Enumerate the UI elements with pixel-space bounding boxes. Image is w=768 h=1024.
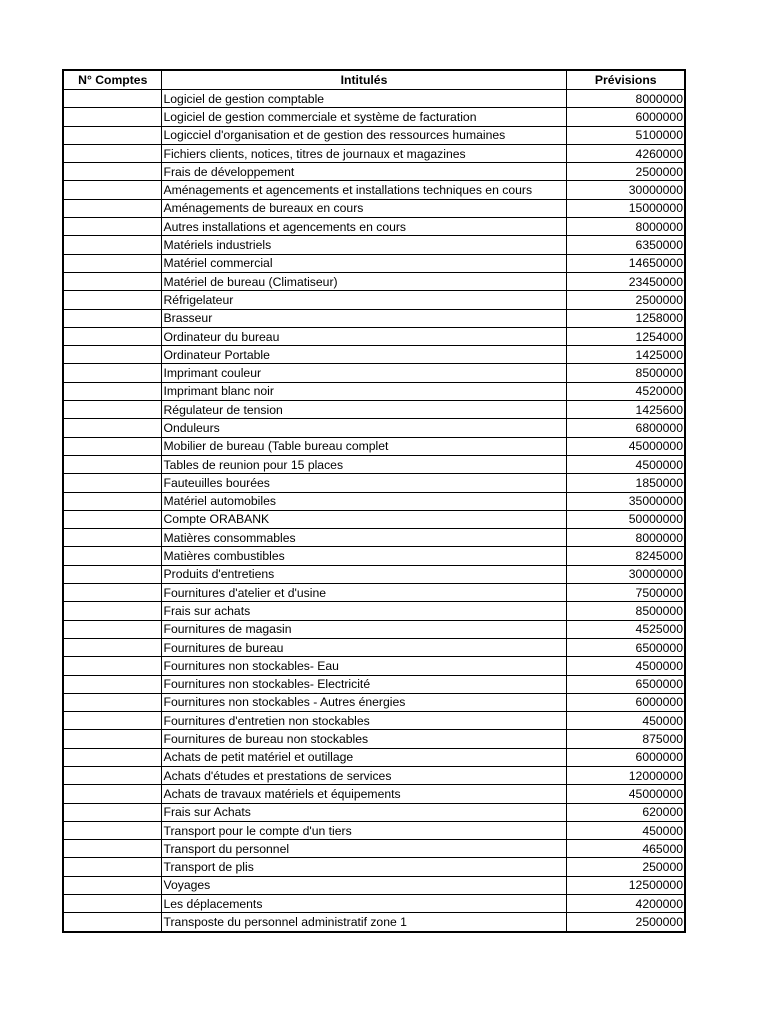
table-row bbox=[63, 382, 685, 400]
table-row bbox=[63, 199, 685, 217]
table-row bbox=[63, 474, 685, 492]
table-row bbox=[63, 309, 685, 327]
header-forecast: Prévisions bbox=[566, 70, 685, 90]
account-number-cell bbox=[63, 382, 161, 400]
forecast-cell: 12500000 bbox=[566, 876, 685, 894]
account-number-cell bbox=[63, 785, 161, 803]
table-row bbox=[63, 693, 685, 711]
forecast-cell: 4520000 bbox=[566, 382, 685, 400]
forecast-cell: 30000000 bbox=[566, 181, 685, 199]
table-row bbox=[63, 364, 685, 382]
label-cell: Réfrigelateur bbox=[161, 291, 566, 309]
table-row bbox=[63, 272, 685, 290]
forecast-cell: 465000 bbox=[566, 840, 685, 858]
account-number-cell bbox=[63, 199, 161, 217]
table-row bbox=[63, 895, 685, 913]
table-row bbox=[63, 675, 685, 693]
table-row bbox=[63, 218, 685, 236]
label-cell: Ordinateur du bureau bbox=[161, 327, 566, 345]
account-number-cell bbox=[63, 455, 161, 473]
table-row bbox=[63, 236, 685, 254]
forecast-table bbox=[62, 69, 686, 933]
forecast-cell: 6350000 bbox=[566, 236, 685, 254]
label-cell: Matériel commercial bbox=[161, 254, 566, 272]
label-cell: Logicciel d'organisation et de gestion des ressources humaines bbox=[161, 126, 566, 144]
table-row bbox=[63, 913, 685, 932]
table-row bbox=[63, 163, 685, 181]
label-cell: Mobilier de bureau (Table bureau complet bbox=[161, 437, 566, 455]
account-number-cell bbox=[63, 565, 161, 583]
table-row bbox=[63, 126, 685, 144]
table-row bbox=[63, 327, 685, 345]
forecast-cell: 6500000 bbox=[566, 638, 685, 656]
account-number-cell bbox=[63, 401, 161, 419]
forecast-cell: 6000000 bbox=[566, 748, 685, 766]
label-cell: Les déplacements bbox=[161, 895, 566, 913]
forecast-cell: 5100000 bbox=[566, 126, 685, 144]
label-cell: Brasseur bbox=[161, 309, 566, 327]
account-number-cell bbox=[63, 510, 161, 528]
forecast-cell: 620000 bbox=[566, 803, 685, 821]
table-row bbox=[63, 291, 685, 309]
table-row bbox=[63, 565, 685, 583]
account-number-cell bbox=[63, 803, 161, 821]
label-cell: Frais de développement bbox=[161, 163, 566, 181]
forecast-cell: 4200000 bbox=[566, 895, 685, 913]
table-row bbox=[63, 730, 685, 748]
label-cell: Matières consommables bbox=[161, 529, 566, 547]
table-row bbox=[63, 803, 685, 821]
label-cell: Fauteuilles bourées bbox=[161, 474, 566, 492]
account-number-cell bbox=[63, 218, 161, 236]
label-cell: Achats de travaux matériels et équipements bbox=[161, 785, 566, 803]
forecast-cell: 1254000 bbox=[566, 327, 685, 345]
account-number-cell bbox=[63, 163, 161, 181]
label-cell: Matières combustibles bbox=[161, 547, 566, 565]
table-row bbox=[63, 254, 685, 272]
forecast-cell: 50000000 bbox=[566, 510, 685, 528]
label-cell: Imprimant blanc noir bbox=[161, 382, 566, 400]
label-cell: Fournitures de magasin bbox=[161, 620, 566, 638]
forecast-cell: 875000 bbox=[566, 730, 685, 748]
forecast-cell: 4260000 bbox=[566, 144, 685, 162]
forecast-cell: 12000000 bbox=[566, 766, 685, 784]
table-row bbox=[63, 584, 685, 602]
table-row bbox=[63, 657, 685, 675]
table-row bbox=[63, 510, 685, 528]
forecast-cell: 450000 bbox=[566, 712, 685, 730]
forecast-cell: 35000000 bbox=[566, 492, 685, 510]
header-label: Intitulés bbox=[161, 70, 566, 90]
table-row bbox=[63, 108, 685, 126]
table-row bbox=[63, 840, 685, 858]
account-number-cell bbox=[63, 693, 161, 711]
forecast-cell: 1850000 bbox=[566, 474, 685, 492]
forecast-cell: 8000000 bbox=[566, 218, 685, 236]
label-cell: Logiciel de gestion commerciale et système de facturation bbox=[161, 108, 566, 126]
label-cell: Fournitures non stockables- Eau bbox=[161, 657, 566, 675]
table-row bbox=[63, 620, 685, 638]
account-number-cell bbox=[63, 858, 161, 876]
account-number-cell bbox=[63, 730, 161, 748]
account-number-cell bbox=[63, 547, 161, 565]
forecast-cell: 6800000 bbox=[566, 419, 685, 437]
forecast-cell: 1425000 bbox=[566, 346, 685, 364]
label-cell: Compte ORABANK bbox=[161, 510, 566, 528]
account-number-cell bbox=[63, 657, 161, 675]
account-number-cell bbox=[63, 364, 161, 382]
forecast-cell: 4500000 bbox=[566, 455, 685, 473]
account-number-cell bbox=[63, 840, 161, 858]
account-number-cell bbox=[63, 584, 161, 602]
label-cell: Tables de reunion pour 15 places bbox=[161, 455, 566, 473]
forecast-cell: 1425600 bbox=[566, 401, 685, 419]
label-cell: Fournitures de bureau bbox=[161, 638, 566, 656]
forecast-cell: 7500000 bbox=[566, 584, 685, 602]
forecast-cell: 8245000 bbox=[566, 547, 685, 565]
account-number-cell bbox=[63, 876, 161, 894]
forecast-cell: 30000000 bbox=[566, 565, 685, 583]
account-number-cell bbox=[63, 437, 161, 455]
label-cell: Onduleurs bbox=[161, 419, 566, 437]
table-row bbox=[63, 346, 685, 364]
account-number-cell bbox=[63, 108, 161, 126]
label-cell: Voyages bbox=[161, 876, 566, 894]
forecast-cell: 2500000 bbox=[566, 163, 685, 181]
label-cell: Régulateur de tension bbox=[161, 401, 566, 419]
table-row bbox=[63, 455, 685, 473]
label-cell: Fichiers clients, notices, titres de journaux et magazines bbox=[161, 144, 566, 162]
table-row bbox=[63, 766, 685, 784]
table-row bbox=[63, 144, 685, 162]
label-cell: Fournitures d'entretien non stockables bbox=[161, 712, 566, 730]
account-number-cell bbox=[63, 254, 161, 272]
label-cell: Transport de plis bbox=[161, 858, 566, 876]
account-number-cell bbox=[63, 327, 161, 345]
label-cell: Transport du personnel bbox=[161, 840, 566, 858]
forecast-cell: 2500000 bbox=[566, 291, 685, 309]
account-number-cell bbox=[63, 895, 161, 913]
label-cell: Matériels industriels bbox=[161, 236, 566, 254]
account-number-cell bbox=[63, 272, 161, 290]
label-cell: Matériel de bureau (Climatiseur) bbox=[161, 272, 566, 290]
account-number-cell bbox=[63, 90, 161, 108]
account-number-cell bbox=[63, 492, 161, 510]
table-row bbox=[63, 547, 685, 565]
account-number-cell bbox=[63, 126, 161, 144]
forecast-cell: 1258000 bbox=[566, 309, 685, 327]
account-number-cell bbox=[63, 602, 161, 620]
forecast-cell: 8500000 bbox=[566, 364, 685, 382]
account-number-cell bbox=[63, 766, 161, 784]
table-row bbox=[63, 638, 685, 656]
table-row bbox=[63, 529, 685, 547]
forecast-cell: 2500000 bbox=[566, 913, 685, 932]
account-number-cell bbox=[63, 474, 161, 492]
table-row bbox=[63, 602, 685, 620]
table-row bbox=[63, 748, 685, 766]
label-cell: Matériel automobiles bbox=[161, 492, 566, 510]
account-number-cell bbox=[63, 181, 161, 199]
forecast-cell: 14650000 bbox=[566, 254, 685, 272]
table-row bbox=[63, 785, 685, 803]
forecast-cell: 6000000 bbox=[566, 108, 685, 126]
label-cell: Ordinateur Portable bbox=[161, 346, 566, 364]
table-row bbox=[63, 181, 685, 199]
forecast-cell: 23450000 bbox=[566, 272, 685, 290]
label-cell: Autres installations et agencements en cours bbox=[161, 218, 566, 236]
account-number-cell bbox=[63, 309, 161, 327]
label-cell: Transposte du personnel administratif zone 1 bbox=[161, 913, 566, 932]
account-number-cell bbox=[63, 712, 161, 730]
label-cell: Fournitures non stockables- Electricité bbox=[161, 675, 566, 693]
account-number-cell bbox=[63, 346, 161, 364]
table-body bbox=[63, 90, 685, 932]
header-account-number: N° Comptes bbox=[63, 70, 161, 90]
account-number-cell bbox=[63, 236, 161, 254]
label-cell: Aménagements et agencements et installations techniques en cours bbox=[161, 181, 566, 199]
forecast-cell: 8000000 bbox=[566, 529, 685, 547]
table-row bbox=[63, 821, 685, 839]
table-row bbox=[63, 401, 685, 419]
table-row bbox=[63, 437, 685, 455]
account-number-cell bbox=[63, 144, 161, 162]
label-cell: Logiciel de gestion comptable bbox=[161, 90, 566, 108]
table-row bbox=[63, 858, 685, 876]
forecast-cell: 45000000 bbox=[566, 785, 685, 803]
forecast-cell: 8500000 bbox=[566, 602, 685, 620]
table-row bbox=[63, 712, 685, 730]
account-number-cell bbox=[63, 419, 161, 437]
label-cell: Imprimant couleur bbox=[161, 364, 566, 382]
table-row bbox=[63, 492, 685, 510]
account-number-cell bbox=[63, 821, 161, 839]
label-cell: Fournitures de bureau non stockables bbox=[161, 730, 566, 748]
account-number-cell bbox=[63, 913, 161, 932]
forecast-cell: 45000000 bbox=[566, 437, 685, 455]
table-row bbox=[63, 419, 685, 437]
table-row bbox=[63, 876, 685, 894]
account-number-cell bbox=[63, 748, 161, 766]
header-row bbox=[63, 70, 685, 90]
forecast-cell: 250000 bbox=[566, 858, 685, 876]
label-cell: Aménagements de bureaux en cours bbox=[161, 199, 566, 217]
label-cell: Achats de petit matériel et outillage bbox=[161, 748, 566, 766]
account-number-cell bbox=[63, 291, 161, 309]
label-cell: Fournitures d'atelier et d'usine bbox=[161, 584, 566, 602]
label-cell: Frais sur achats bbox=[161, 602, 566, 620]
forecast-cell: 6500000 bbox=[566, 675, 685, 693]
label-cell: Fournitures non stockables - Autres énergies bbox=[161, 693, 566, 711]
label-cell: Transport pour le compte d'un tiers bbox=[161, 821, 566, 839]
label-cell: Produits d'entretiens bbox=[161, 565, 566, 583]
forecast-cell: 4525000 bbox=[566, 620, 685, 638]
forecast-cell: 6000000 bbox=[566, 693, 685, 711]
account-number-cell bbox=[63, 675, 161, 693]
forecast-cell: 450000 bbox=[566, 821, 685, 839]
account-number-cell bbox=[63, 529, 161, 547]
forecast-cell: 15000000 bbox=[566, 199, 685, 217]
label-cell: Frais sur Achats bbox=[161, 803, 566, 821]
account-number-cell bbox=[63, 638, 161, 656]
forecast-cell: 4500000 bbox=[566, 657, 685, 675]
account-number-cell bbox=[63, 620, 161, 638]
label-cell: Achats d'études et prestations de services bbox=[161, 766, 566, 784]
forecast-cell: 8000000 bbox=[566, 90, 685, 108]
table-row bbox=[63, 90, 685, 108]
